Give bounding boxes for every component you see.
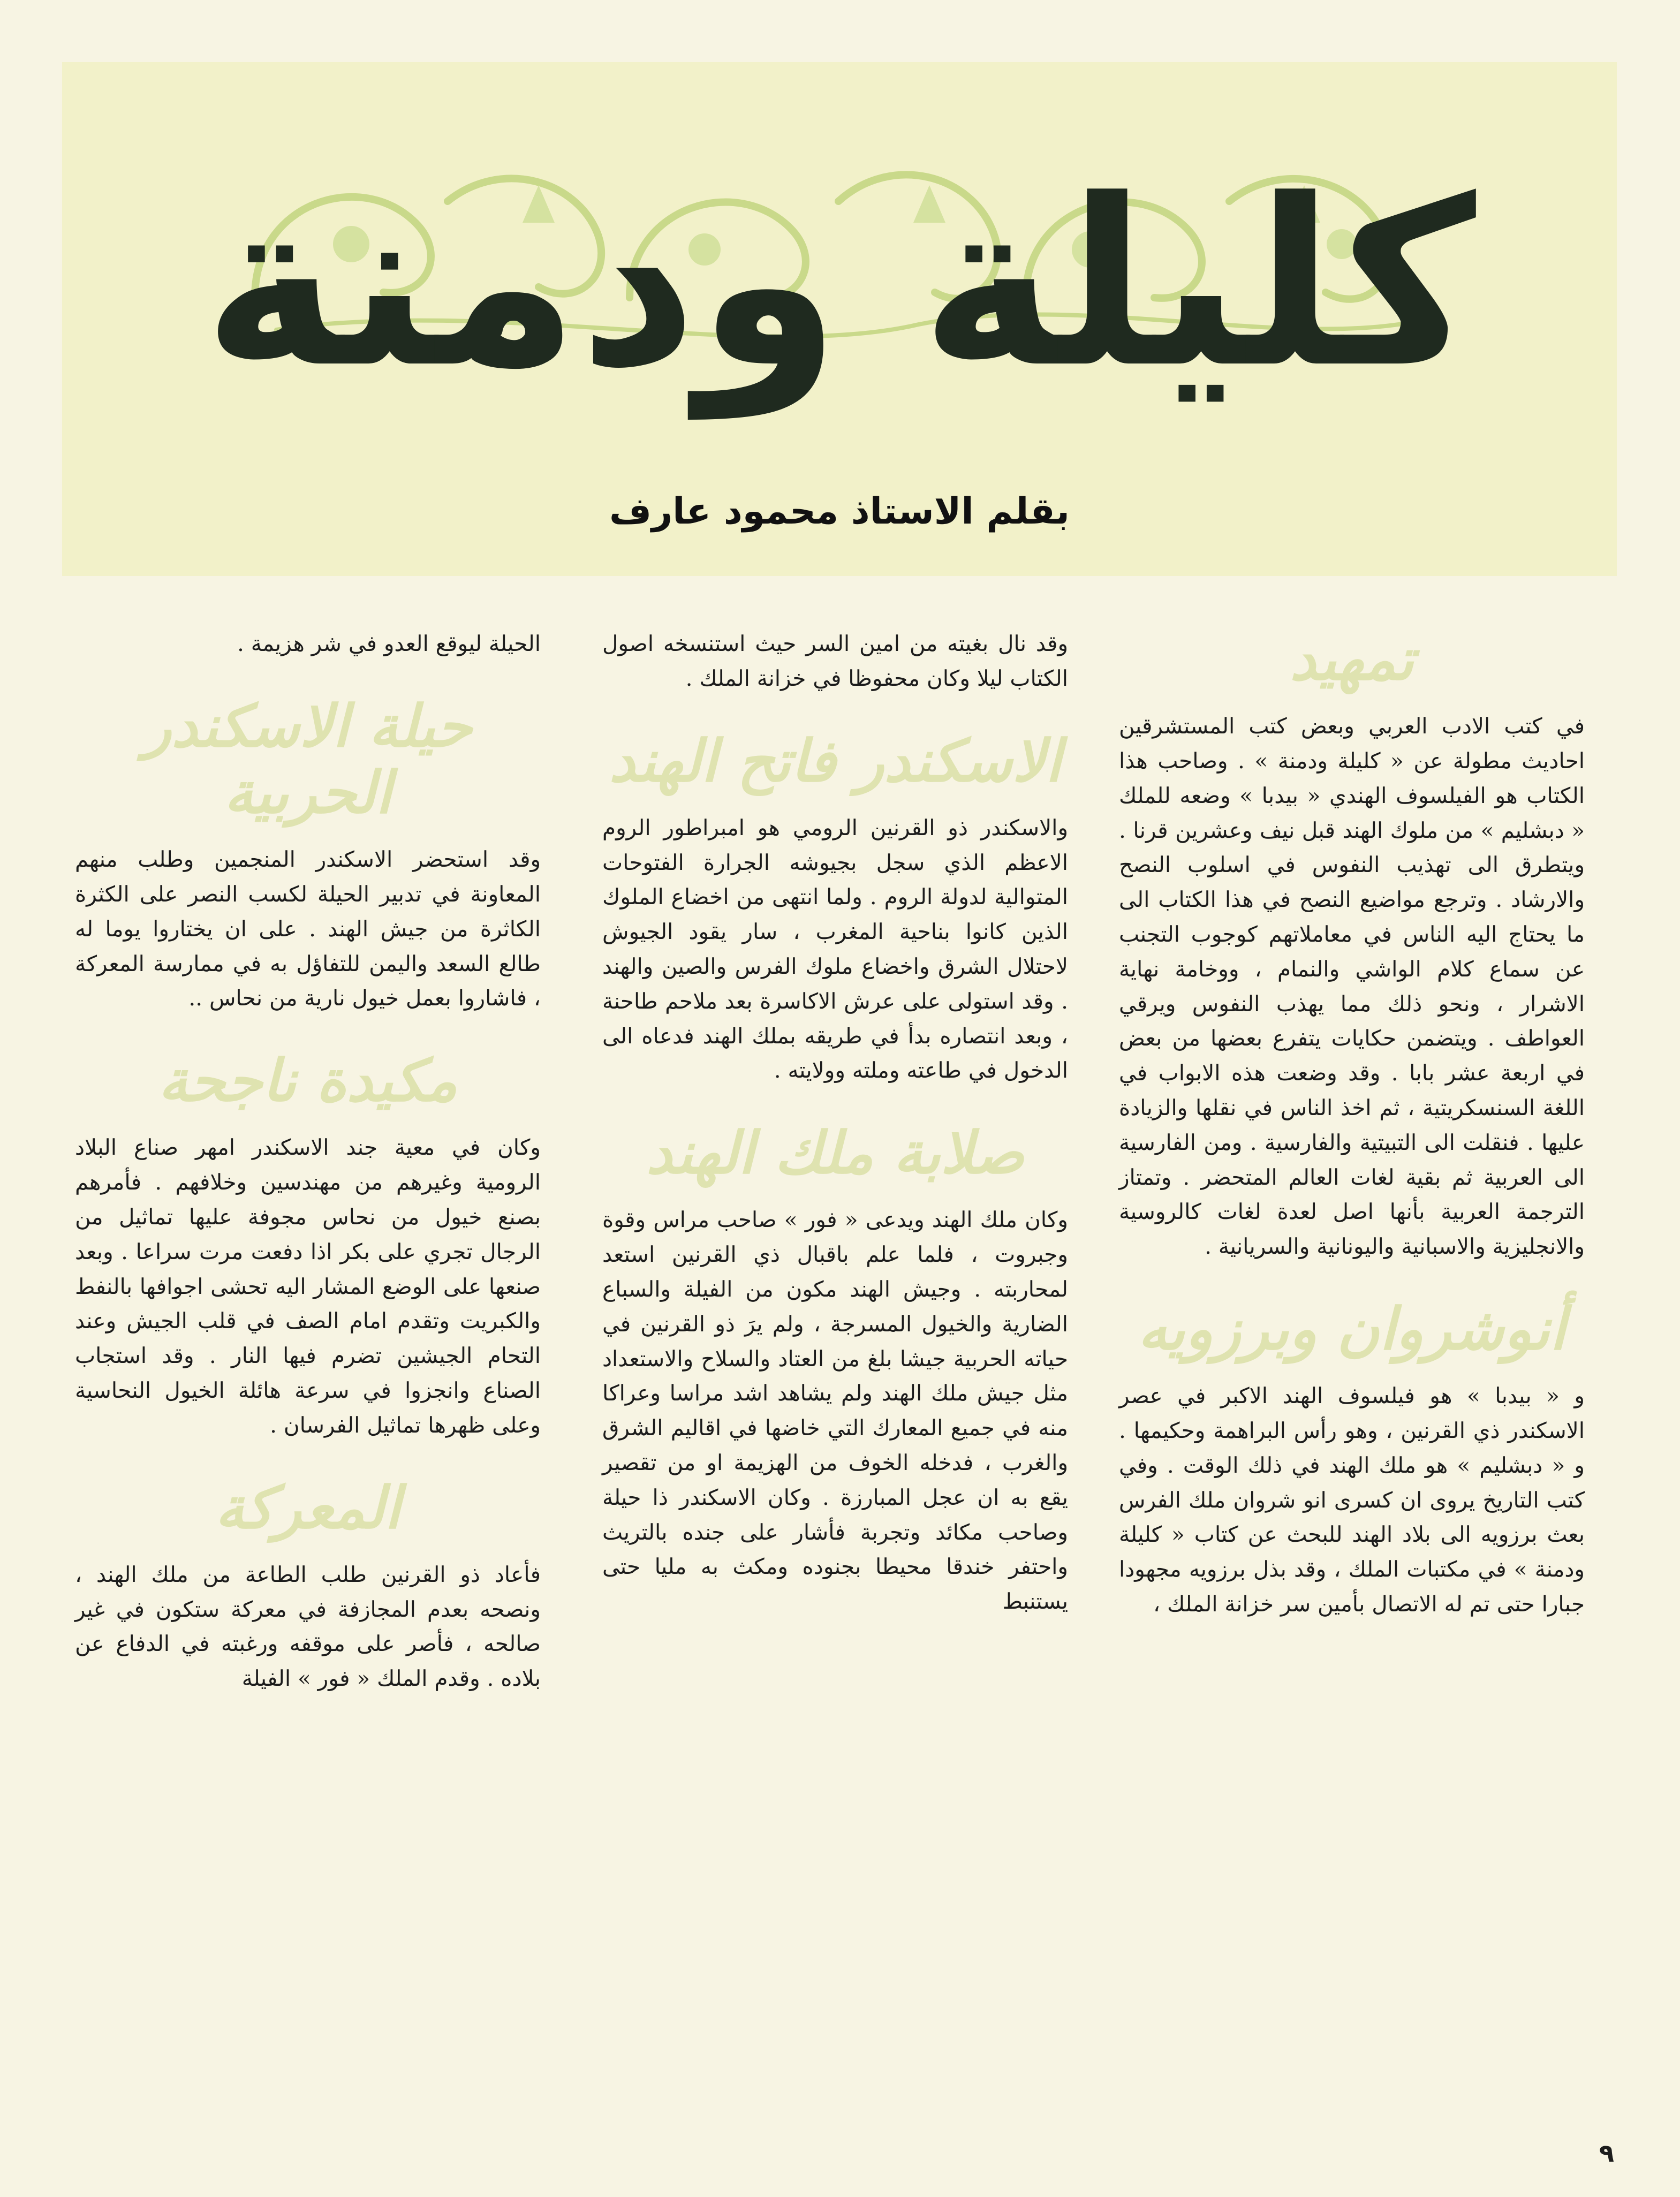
section-heading-king-of-india: صلابة ملك الهند	[646, 1119, 1024, 1187]
paragraph-war-trick: وقد استحضر الاسكندر المنجمين وطلب منهم المعاونة في تدبير الحيلة لكسب النصر على الكثرة الكاثرة من جيش الهند . على ان يختاروا يوما له طالع السعد واليمن للتفاؤل به في ممارسة المعركة ، فاشاروا بعمل خيول نارية من نحاس ..	[75, 846, 541, 1011]
column-right	[1119, 626, 1585, 1622]
section-heading-alexander: الاسكندر فاتح الهند	[609, 727, 1062, 795]
paragraph-continuation-left: الحيلة ليوقع العدو في شر هزيمة .	[237, 631, 541, 656]
paragraph-continuation: وقد نال بغيته من امين السر حيث استنسخه اصول الكتاب ليلا وكان محفوظا في خزانة الملك .	[602, 631, 1068, 691]
column-left	[75, 626, 541, 1696]
main-title: كليلة ودمنة	[203, 150, 1476, 418]
header-panel	[62, 62, 1617, 576]
section-heading-anushirvan: أنوشروان وبرزويه	[1138, 1295, 1566, 1363]
section-heading-introduction: تمهيد	[1290, 626, 1414, 693]
paragraph-alexander: والاسكندر ذو القرنين الرومي هو امبراطور الروم الاعظم الذي سجل بجيوشه الجرارة الفتوحات المتوالية لدولة الروم . ولما انتهى من اخضاع الملوك الذين كانوا بناحية المغرب ، سار يقود الجيوش لاحتلال الشرق واخضاع ملوك الفرس والصين والهند . وقد استولى على عرش الاكاسرة بعد ملاحم طاحنة ، وبعد انتصاره بدأ في طريقه بملك الهند فدعاه الى الدخول في طاعته وملته وولايته .	[602, 814, 1068, 1084]
paragraph-introduction: في كتب الادب العربي وبعض كتب المستشرقين احاديث مطولة عن « كليلة ودمنة » . وصاحب هذا الكتاب هو الفيلسوف الهندي « بيدبا » وضعه للملك « دبشليم » من ملوك الهند قبل نيف وعشرين قرنا . ويتطرق الى تهذيب النفوس في اسلوب النصح والارشاد . وترجع مواضيع النصح في هذا الكتاب الى ما يحتاج اليه الناس في معاملاتهم كوجوب التجنب عن سماع كلام الواشي والنمام ، ووخامة نهاية الاشرار ، ونحو ذلك مما يهذب النفوس ويرقي العواطف . ويتضمن حكايات يتفرع بعضها من بعض في اربعة عشر بابا . وقد وضعت هذه الابواب في اللغة السنسكريتية ، ثم اخذ الناس في نقلها والزيادة عليها . فنقلت الى التبيتية والفارسية . ومن الفارسية الى العربية ثم بقية لغات العالم المتحضر . وتمتاز الترجمة العربية بأنها اصل لعدة لغات كالروسية والانجليزية والاسبانية واليونانية والسريانية .	[1119, 713, 1585, 1260]
paragraph-battle: فأعاد ذو القرنين طلب الطاعة من ملك الهند ، ونصحه بعدم المجازفة في معركة ستكون في غير صالحه ، فأصر على موقفه ورغبته في الدفاع عن بلاده . وقدم الملك « فور » الفيلة	[75, 1561, 541, 1692]
author-byline: بقلم الاستاذ محمود عارف	[609, 490, 1070, 533]
section-heading-war-trick: حيلة الاسكندر الحربية	[143, 692, 472, 827]
column-middle	[602, 626, 1068, 1619]
paragraph-king-of-india: وكان ملك الهند ويدعى « فور » صاحب مراس وقوة وجبروت ، فلما علم باقبال ذي القرنين استعد لمحاربته . وجيش الهند مكون من الفيلة والسباع الضارية والخيول المسرجة ، ولم يرَ ذو القرنين في حياته الحربية جيشا بلغ من العتاد والسلاح والاستعداد مثل جيش ملك الهند ولم يشاهد اشد مراسا وعراكا منه في جميع المعارك التي خاضها في اقاليم الشرق والغرب ، فدخله الخوف من الهزيمة او من تقصير يقع به ان عجل المبارزة . وكان الاسكندر ذا حيلة وصاحب مكائد وتجربة فأشار على جنده بالتريث واحتفر خندقا محيطا بجنوده ومكث به مليا حتى يستنبط	[602, 1207, 1068, 1615]
section-heading-battle: المعركة	[215, 1474, 401, 1542]
section-heading-successful-plot: مكيدة ناجحة	[158, 1047, 458, 1115]
page-number: ٩	[1599, 2139, 1614, 2168]
paragraph-anushirvan: و « بيدبا » هو فيلسوف الهند الاكبر في عصر الاسكندر ذي القرنين ، وهو رأس البراهمة وحكيمها . و « دبشليم » هو ملك الهند في ذلك الوقت . وفي كتب التاريخ يروى ان كسرى انو شروان ملك الفرس بعث برزويه الى بلاد الهند للبحث عن كتاب « كليلة ودمنة » في مكتبات الملك ، وقد بذل برزويه مجهودا جبارا حتى تم له الاتصال بأمين سر خزانة الملك ،	[1119, 1383, 1585, 1617]
paragraph-successful-plot: وكان في معية جند الاسكندر امهر صناع البلاد الرومية وغيرهم من مهندسين وخلافهم . فأمرهم بصنع خيول من نحاس مجوفة عليها تماثيل من الرجال تجري على بكر اذا دفعت مرت سراعا . وبعد صنعها على الوضع المشار اليه تحشى اجوافها بالنفط والكبريت وتقدم امام الصف في قلب الجيش وعند التحام الجيشين تضرم فيها النار . وقد استجاب الصناع وانجزوا في سرعة هائلة الخيول النحاسية وعلى ظهرها تماثيل الفرسان .	[75, 1134, 541, 1438]
